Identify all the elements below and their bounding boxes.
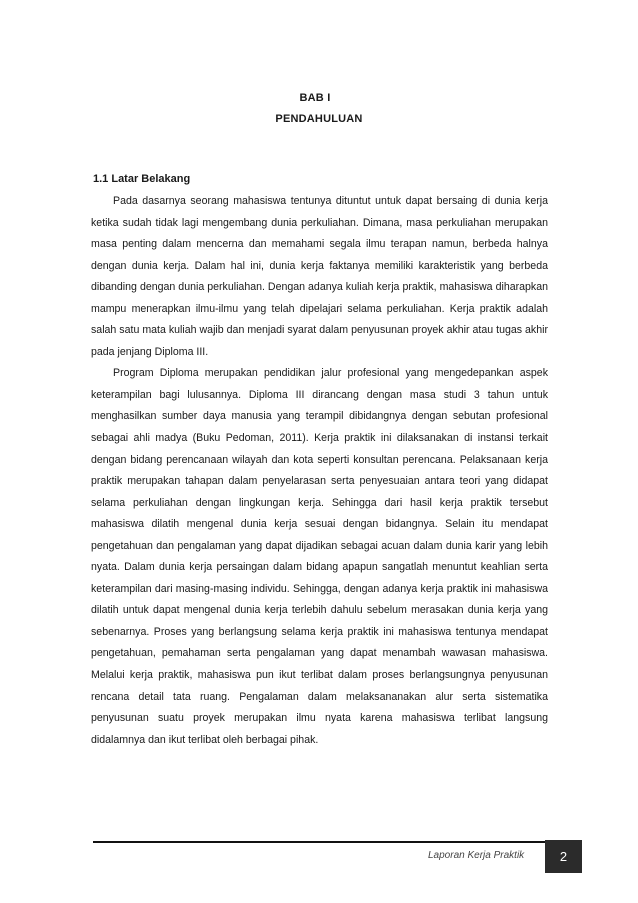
- chapter-number: BAB I: [299, 92, 331, 104]
- footer-label: Laporan Kerja Praktik: [428, 850, 525, 861]
- body-text: [91, 191, 548, 751]
- footer-divider: [93, 841, 545, 843]
- chapter-title: PENDAHULUAN: [275, 113, 363, 125]
- page-number-badge: [545, 840, 582, 873]
- page-number: 2: [559, 849, 568, 864]
- paragraph: Pada dasarnya seorang mahasiswa tentunya dituntut untuk dapat bersaing di dunia kerja ketika sudah tidak lagi mengembang dunia perkuliahan. Dimana, masa perkuliahan merupakan masa penting dalam mencerna dan memahami segala ilmu terapan namun, berbeda halnya dengan dunia kerja. Dalam hal ini, dunia kerja faktanya memiliki karakteristik yang berbeda dibanding dengan dunia perkuliahan. Dengan adanya kuliah kerja praktik, mahasiswa diharapkan mampu menerapkan ilmu-ilmu yang telah dipelajari selama perkuliahan. Kerja praktik adalah salah satu mata kuliah wajib dan menjadi syarat dalam penyusunan proyek akhir atau tugas akhir pada jenjang Diploma III.: [91, 195, 548, 358]
- paragraph: Program Diploma merupakan pendidikan jalur profesional yang mengedepankan aspek keterampilan bagi lulusannya. Diploma III dirancang dengan masa studi 3 tahun untuk menghasilkan sumber daya manusia yang terampil dibidangnya dengan sebutan profesional sebagai ahli madya (Buku Pedoman, 2011). Kerja praktik ini dilaksanakan di instansi terkait dengan bidang perencanaan wilayah dan kota seperti konsultan perencana. Pelaksanaan kerja praktik merupakan tahapan dalam penyelarasan serta penyesuaian antara teori yang didapat selama perkuliahan dengan lingkungan kerja. Sehingga dari hasil kerja praktik tersebut mahasiswa dilatih mengenal dunia kerja sesuai dengan bidangnya. Selain itu mendapat pengetahuan dan pengalaman yang dapat dijadikan sebagai acuan dalam dunia karir yang lebih nyata. Dalam dunia kerja persaingan dalam bidang apapun sangatlah menuntut keahlian serta keterampilan dari masing-masing individu. Sehingga, dengan adanya kerja praktik ini mahasiswa dilatih untuk dapat mengenal dunia kerja terlebih dahulu sebelum merasakan dunia kerja yang sebenarnya. Proses yang berlangsung selama kerja praktik ini mahasiswa tentunya mendapat pengetahuan, pemahaman serta pengalaman yang dapat menambah wawasan mahasiswa. Melalui kerja praktik, mahasiswa pun ikut terlibat dalam proses berlangsungnya penyusunan rencana detail tata ruang. Pengalaman dalam melaksananakan alur serta sistematika penyusunan suatu proyek merupakan ilmu nyata karena mahasiswa terlibat langsung didalamnya dan ikut terlibat oleh berbagai pihak.: [91, 367, 548, 746]
- section-heading: 1.1 Latar Belakang: [93, 173, 191, 185]
